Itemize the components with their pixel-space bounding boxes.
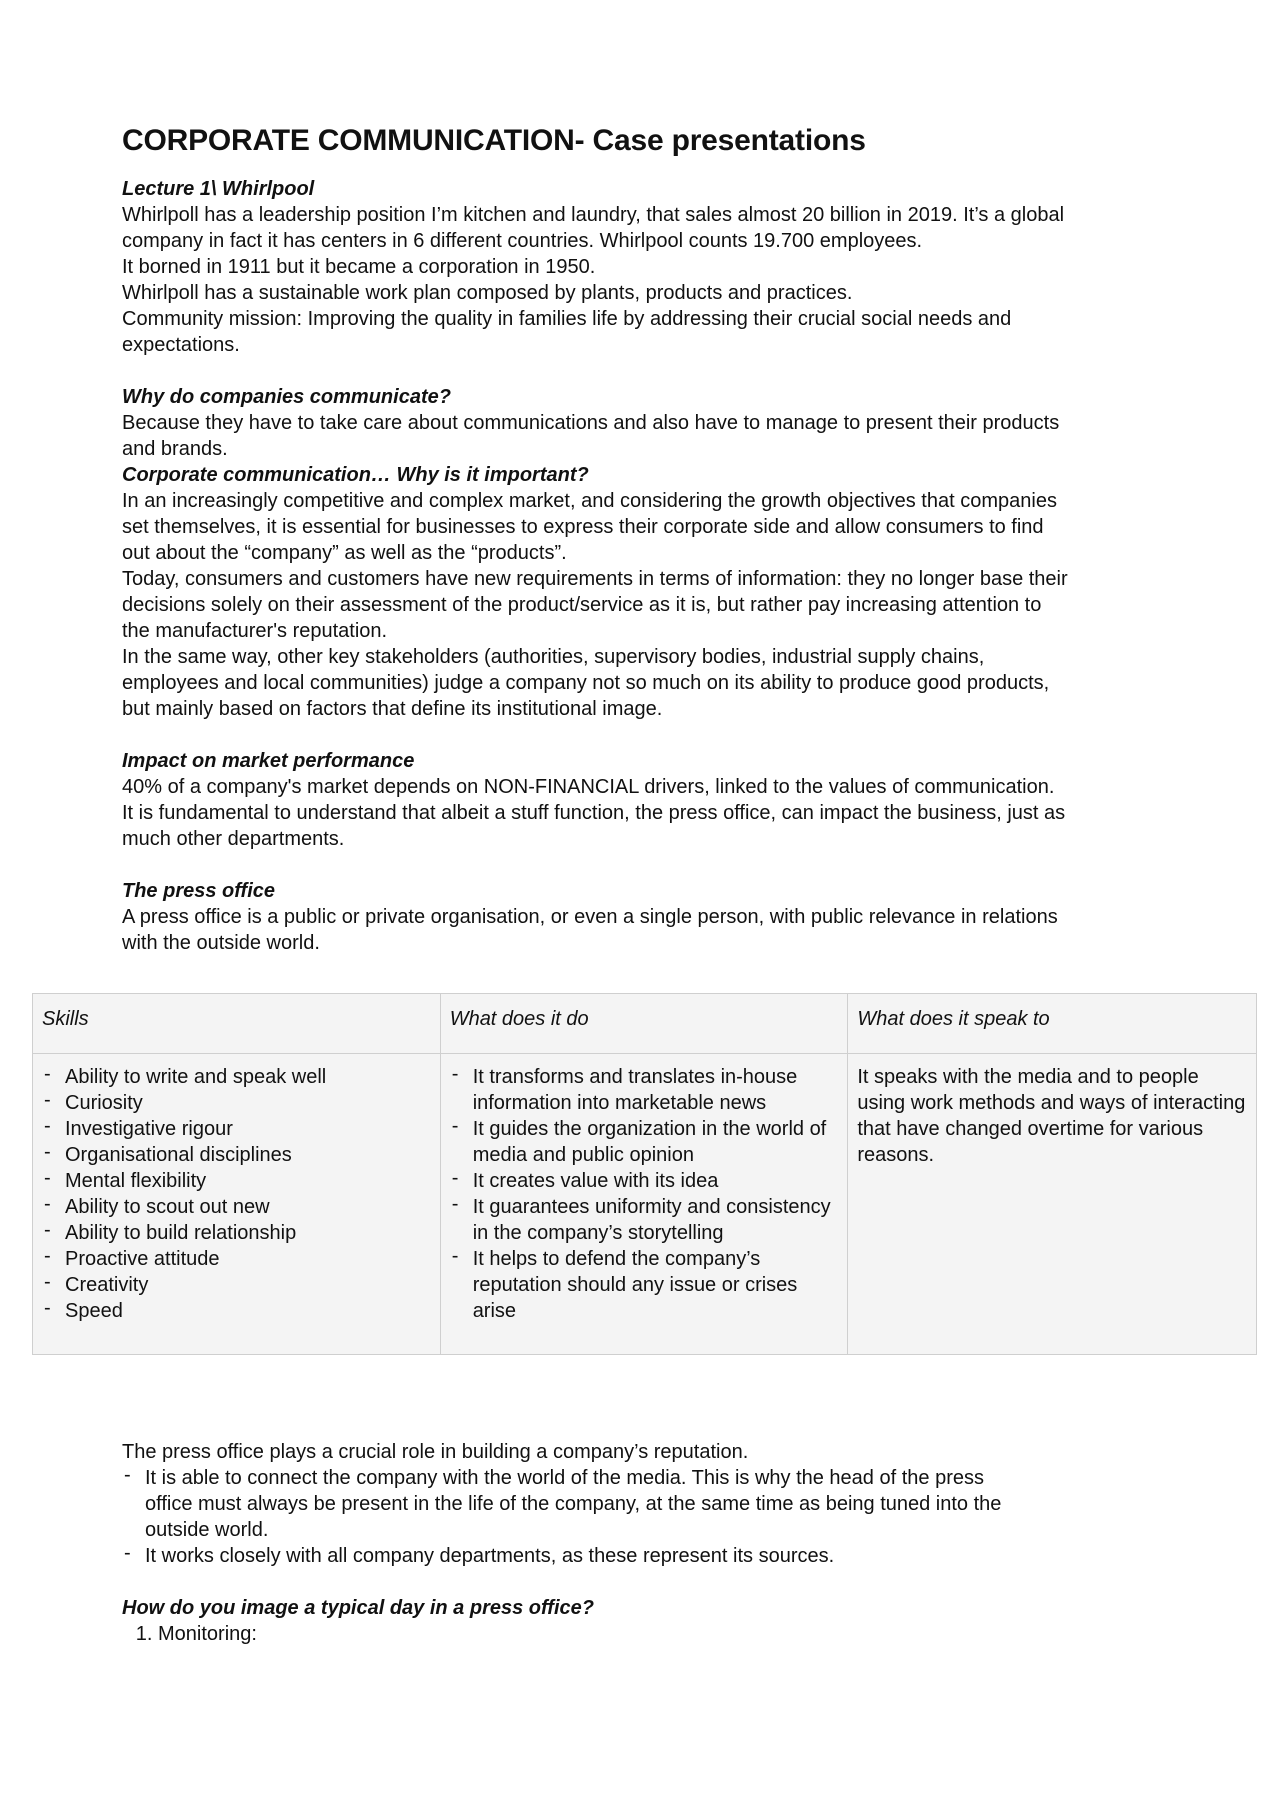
list-item: - It is able to connect the company with the world of the media. This is why the head of the press office must always be present in the life of the company, at the same time as being tuned into the outside world. xyxy=(122,1465,1022,1543)
column-header-what-it-does: What does it do xyxy=(440,994,848,1054)
paragraph-line: Whirlpoll has a sustainable work plan composed by plants, products and practices. xyxy=(122,282,853,304)
list-item: 1. Monitoring: xyxy=(158,1621,1172,1647)
column-header-speaks-to: What does it speak to xyxy=(848,994,1257,1054)
paragraph-line: Because they have to take care about communications and also have to manage to present their products xyxy=(122,412,1060,434)
list-item: - It works closely with all company departments, as these represent its sources. xyxy=(122,1543,1022,1569)
section-heading-why-important: Corporate communication… Why is it important? xyxy=(122,464,589,486)
section-heading-why-communicate: Why do companies communicate? xyxy=(122,386,451,408)
intro-sections xyxy=(122,176,1172,956)
paragraph-line: A press office is a public or private organisation, or even a single person, with public relevance in relations xyxy=(122,906,1058,928)
list-item: - Curiosity xyxy=(42,1090,431,1116)
list-item: - It guides the organization in the world of media and public opinion xyxy=(450,1116,839,1168)
table-header-row xyxy=(33,994,1257,1054)
press-office-table xyxy=(32,993,1257,1355)
list-item: - Investigative rigour xyxy=(42,1116,431,1142)
what-it-does-cell xyxy=(440,1054,848,1355)
document-title: CORPORATE COMMUNICATION- Case presentations xyxy=(122,124,866,157)
speaks-to-cell: It speaks with the media and to people using work methods and ways of interacting that have changed overtime for various reasons. xyxy=(848,1054,1257,1355)
section-heading-market-impact: Impact on market performance xyxy=(122,750,415,772)
list-item: - Mental flexibility xyxy=(42,1168,431,1194)
section-heading-typical-day: How do you image a typical day in a press office? xyxy=(122,1597,594,1619)
press-office-role-section xyxy=(122,1439,1172,1647)
paragraph-line: much other departments. xyxy=(122,828,345,850)
list-item: - Ability to scout out new xyxy=(42,1194,431,1220)
paragraph-line: Whirlpoll has a leadership position I’m kitchen and laundry, that sales almost 20 billion in 2019. It’s a global xyxy=(122,204,1065,226)
paragraph-line: 40% of a company's market depends on NON-FINANCIAL drivers, linked to the values of communication. xyxy=(122,776,1055,798)
paragraph-line: Today, consumers and customers have new requirements in terms of information: they no longer base their xyxy=(122,568,1068,590)
list-item: - It creates value with its idea xyxy=(450,1168,839,1194)
paragraph-line: Community mission: Improving the quality in families life by addressing their crucial social needs and xyxy=(122,308,1012,330)
paragraph-line: out about the “company” as well as the “products”. xyxy=(122,542,567,564)
list-item: - Proactive attitude xyxy=(42,1246,431,1272)
skills-cell xyxy=(33,1054,441,1355)
column-header-skills: Skills xyxy=(33,994,441,1054)
section-heading-lecture: Lecture 1\ Whirlpool xyxy=(122,178,315,200)
typical-day-list xyxy=(122,1621,1172,1647)
paragraph-line: set themselves, it is essential for businesses to express their corporate side and allow consumers to find xyxy=(122,516,1044,538)
list-item: - It transforms and translates in-house information into marketable news xyxy=(450,1064,839,1116)
list-item: - Speed xyxy=(42,1298,431,1324)
list-item: - Creativity xyxy=(42,1272,431,1298)
list-item: - Ability to write and speak well xyxy=(42,1064,431,1090)
paragraph-line: with the outside world. xyxy=(122,932,320,954)
functions-list xyxy=(450,1064,839,1324)
paragraph-line: In an increasingly competitive and complex market, and considering the growth objectives that companies xyxy=(122,490,1057,512)
list-item: - It helps to defend the company’s reputation should any issue or crises arise xyxy=(450,1246,839,1324)
paragraph-line: expectations. xyxy=(122,334,240,356)
paragraph-line: but mainly based on factors that define its institutional image. xyxy=(122,698,663,720)
table-row xyxy=(33,1054,1257,1355)
list-item: - Organisational disciplines xyxy=(42,1142,431,1168)
list-item: - It guarantees uniformity and consistency in the company’s storytelling xyxy=(450,1194,839,1246)
paragraph-line: The press office plays a crucial role in building a company’s reputation. xyxy=(122,1441,749,1463)
role-bullet-list xyxy=(122,1465,1172,1569)
paragraph-line: It is fundamental to understand that albeit a stuff function, the press office, can impact the business, just as xyxy=(122,802,1066,824)
list-item: - Ability to build relationship xyxy=(42,1220,431,1246)
paragraph-line: company in fact it has centers in 6 different countries. Whirlpool counts 19.700 employees. xyxy=(122,230,923,252)
paragraph-line: employees and local communities) judge a company not so much on its ability to produce good products, xyxy=(122,672,1050,694)
paragraph-line: It borned in 1911 but it became a corporation in 1950. xyxy=(122,256,596,278)
paragraph-line: the manufacturer's reputation. xyxy=(122,620,388,642)
skills-list xyxy=(42,1064,431,1324)
paragraph-line: and brands. xyxy=(122,438,228,460)
paragraph-line: decisions solely on their assessment of the product/service as it is, but rather pay increasing attention to xyxy=(122,594,1042,616)
section-heading-press-office: The press office xyxy=(122,880,276,902)
paragraph-line: In the same way, other key stakeholders (authorities, supervisory bodies, industrial supply chains, xyxy=(122,646,985,668)
